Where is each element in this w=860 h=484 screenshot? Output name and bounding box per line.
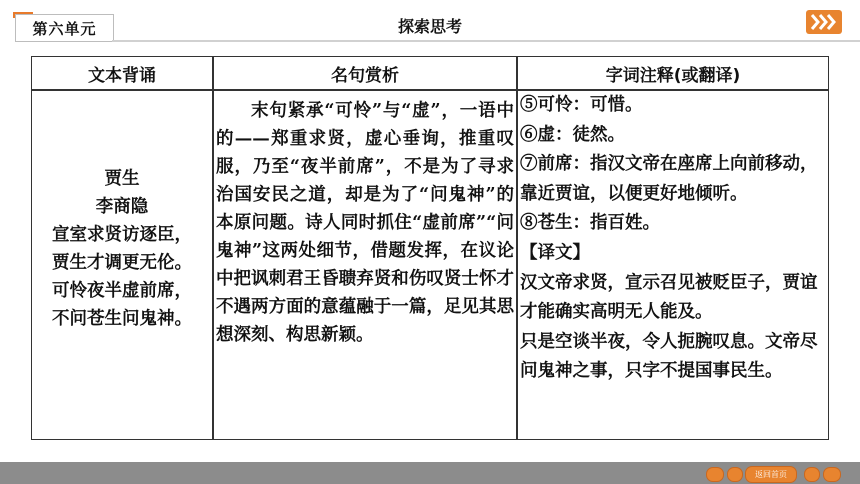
unit-label: 第六单元 xyxy=(15,14,114,42)
analysis-text: 末句紧承“可怜”与“虚”，一语中的——郑重求贤，虚心垂询，推重叹服，乃至“夜半前席”，不是为了寻求治国安民之道，却是为了“问鬼神”的本原问题。诗人同时抓住“虚前席”“问鬼神”这两处细节，借题发挥，在议论中把讽刺君王昏聩弃贤和伤叹贤士怀才不遇两方面的意蕴融于一篇，足见其思想深刻、构思新颖。 xyxy=(216,101,514,345)
column-header-analysis: 名句赏析 xyxy=(331,65,399,86)
poem-title: 贾生 xyxy=(104,169,140,189)
note-item: ⑧苍生：指百姓。 xyxy=(520,213,660,234)
prev-page-button[interactable] xyxy=(727,467,743,482)
page-title: 探索思考 xyxy=(397,17,462,36)
poem-line: 贾生才调更无伦。 xyxy=(52,253,192,273)
header xyxy=(0,0,860,44)
poem-line: 不问苍生问鬼神。 xyxy=(52,309,192,329)
header-divider xyxy=(112,40,860,42)
note-item: ⑦前席：指汉文帝在座席上向前移动，靠近贾谊，以便更好地倾听。 xyxy=(520,154,818,204)
translation-line: 汉文帝求贤，宣示召见被贬臣子，贾谊才能确实高明无人能及。 xyxy=(520,272,818,323)
column-header-notes: 字词注释(或翻译) xyxy=(605,65,741,86)
note-item: ⑥虚：徒然。 xyxy=(520,124,625,145)
column-divider xyxy=(212,57,214,439)
home-button[interactable]: 返回首页 xyxy=(745,466,797,483)
analysis-cell xyxy=(216,97,514,349)
note-item: ⑤可怜：可惜。 xyxy=(520,95,643,115)
column-divider xyxy=(516,57,518,439)
notes-cell xyxy=(520,91,826,387)
translation-label: 【译文】 xyxy=(520,242,590,263)
poem-cell xyxy=(32,165,212,333)
next-page-button[interactable] xyxy=(804,467,820,482)
translation-line: 只是空谈半夜，令人扼腕叹息。文帝尽问鬼神之事，只字不提国事民生。 xyxy=(520,331,818,382)
last-page-button[interactable] xyxy=(823,467,841,482)
poem-author: 李商隐 xyxy=(95,197,149,217)
poem-line: 宣室求贤访逐臣， xyxy=(52,225,192,245)
content-table xyxy=(31,56,829,440)
next-arrows-icon[interactable] xyxy=(806,10,842,34)
first-page-button[interactable] xyxy=(706,467,724,482)
poem-line: 可怜夜半虚前席， xyxy=(52,281,192,301)
column-header-recite: 文本背诵 xyxy=(88,65,156,86)
